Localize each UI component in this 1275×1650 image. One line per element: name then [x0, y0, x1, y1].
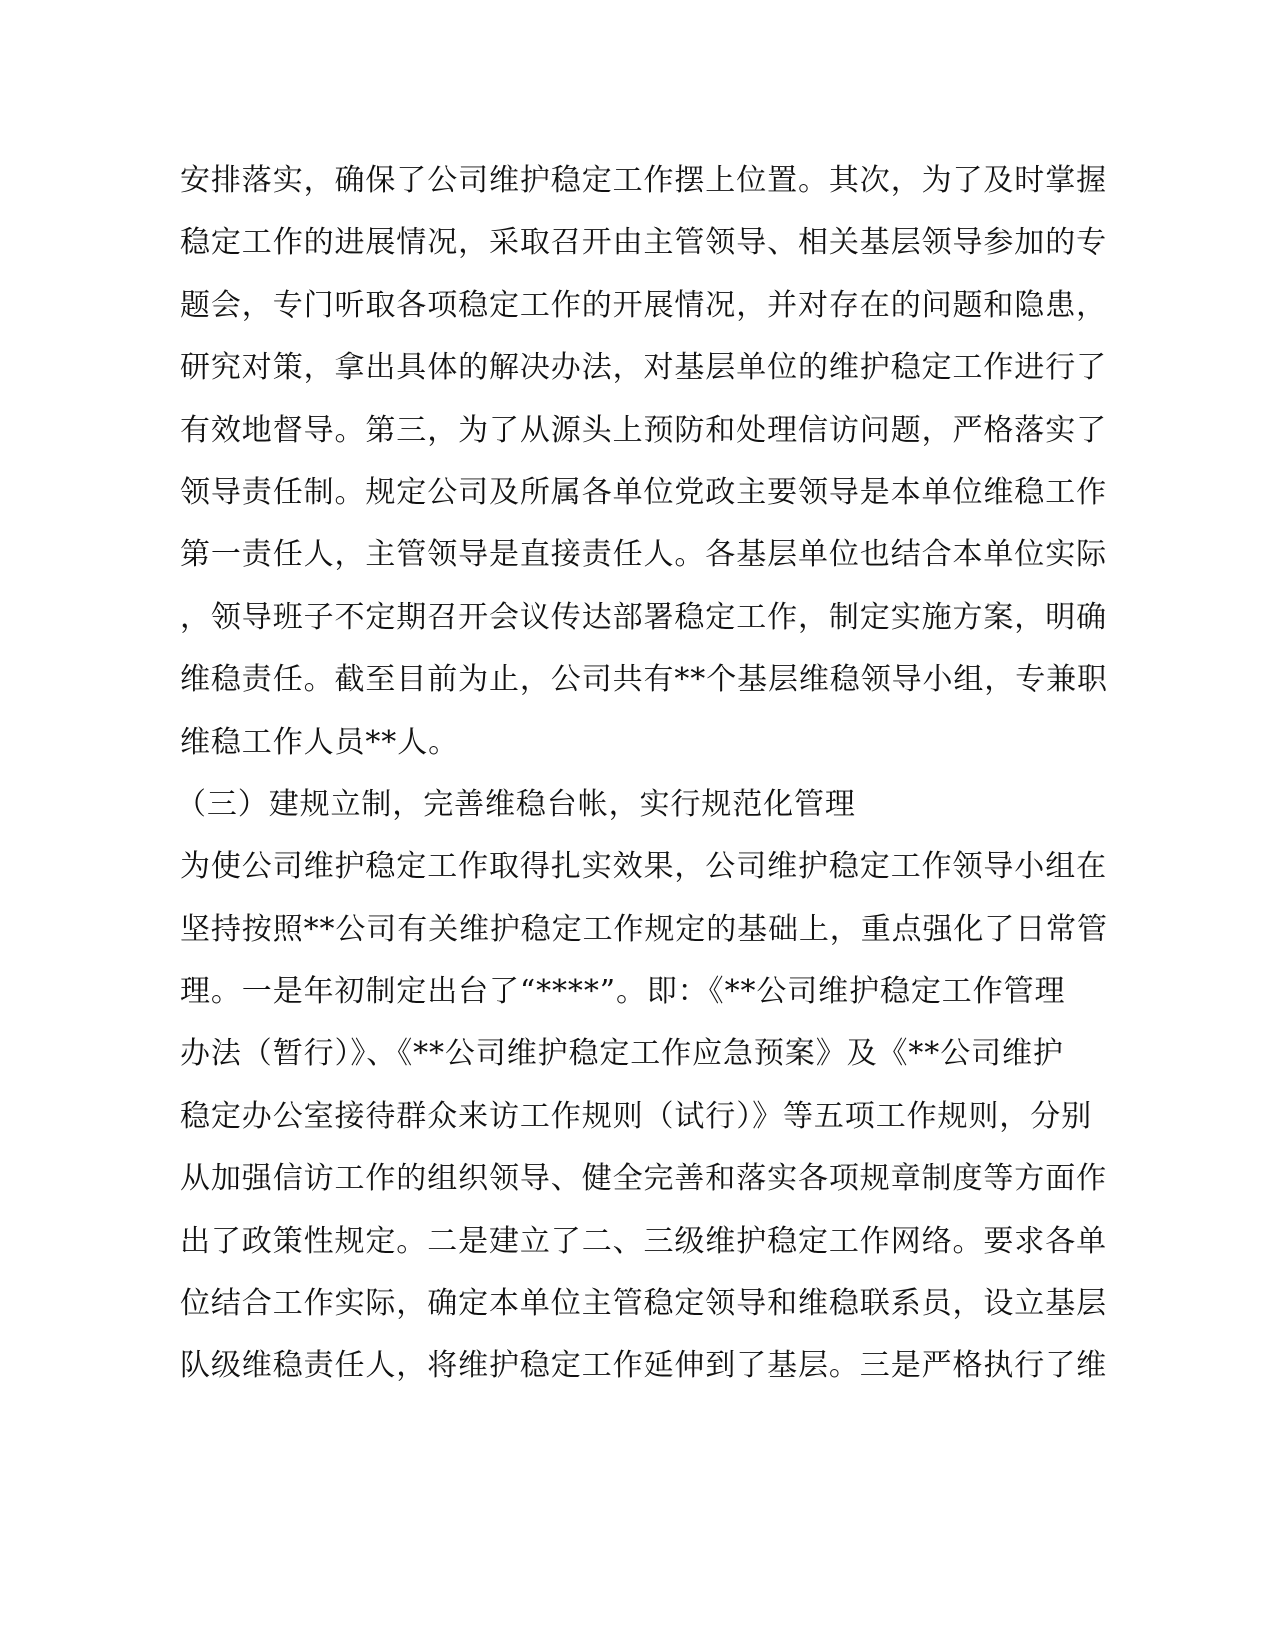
body-text-line: 从加强信访工作的组织领导、健全完善和落实各项规章制度等方面作	[180, 1161, 1107, 1197]
body-text-line: 第一责任人，主管领导是直接责任人。各基层单位也结合本单位实际	[180, 537, 1107, 573]
body-text-line: ，领导班子不定期召开会议传达部署稳定工作，制定实施方案，明确	[180, 599, 1107, 635]
body-text-line: 位结合工作实际，确定本单位主管稳定领导和维稳联系员，设立基层	[180, 1286, 1107, 1322]
document-body	[176, 150, 1108, 1398]
body-text-line: 题会，专门听取各项稳定工作的开展情况，并对存在的问题和隐患，	[180, 287, 1107, 323]
body-text-line: 坚持按照**公司有关维护稳定工作规定的基础上，重点强化了日常管	[180, 911, 1108, 947]
body-text-line: 维稳工作人员**人。	[180, 724, 459, 760]
body-text-line: 稳定工作的进展情况，采取召开由主管领导、相关基层领导参加的专	[180, 225, 1107, 261]
body-text-line: 研究对策，拿出具体的解决办法，对基层单位的维护稳定工作进行了	[180, 350, 1107, 386]
body-text-line: 安排落实，确保了公司维护稳定工作摆上位置。其次，为了及时掌握	[180, 163, 1107, 198]
body-text-line: 有效地督导。第三，为了从源头上预防和处理信访问题，严格落实了	[180, 412, 1107, 448]
body-text-line: 稳定办公室接待群众来访工作规则（试行）》等五项工作规则，分别	[180, 1098, 1092, 1134]
body-text-line: 出了政策性规定。二是建立了二、三级维护稳定工作网络。要求各单	[180, 1223, 1107, 1259]
body-text-line: 为使公司维护稳定工作取得扎实效果，公司维护稳定工作领导小组在	[180, 849, 1107, 885]
body-text-line: 办法（暂行）》、《**公司维护稳定工作应急预案》及《**公司维护	[180, 1036, 1064, 1072]
body-text-line: 队级维稳责任人，将维护稳定工作延伸到了基层。三是严格执行了维	[180, 1348, 1107, 1384]
body-text-line: 理。一是年初制定出台了“****”。即：《**公司维护稳定工作管理	[180, 974, 1066, 1010]
section-heading: （三）建规立制，完善维稳台帐，实行规范化管理	[176, 786, 856, 822]
body-text-line: 领导责任制。规定公司及所属各单位党政主要领导是本单位维稳工作	[180, 474, 1107, 510]
body-text-line: 维稳责任。截至目前为止，公司共有**个基层维稳领导小组，专兼职	[180, 662, 1108, 698]
